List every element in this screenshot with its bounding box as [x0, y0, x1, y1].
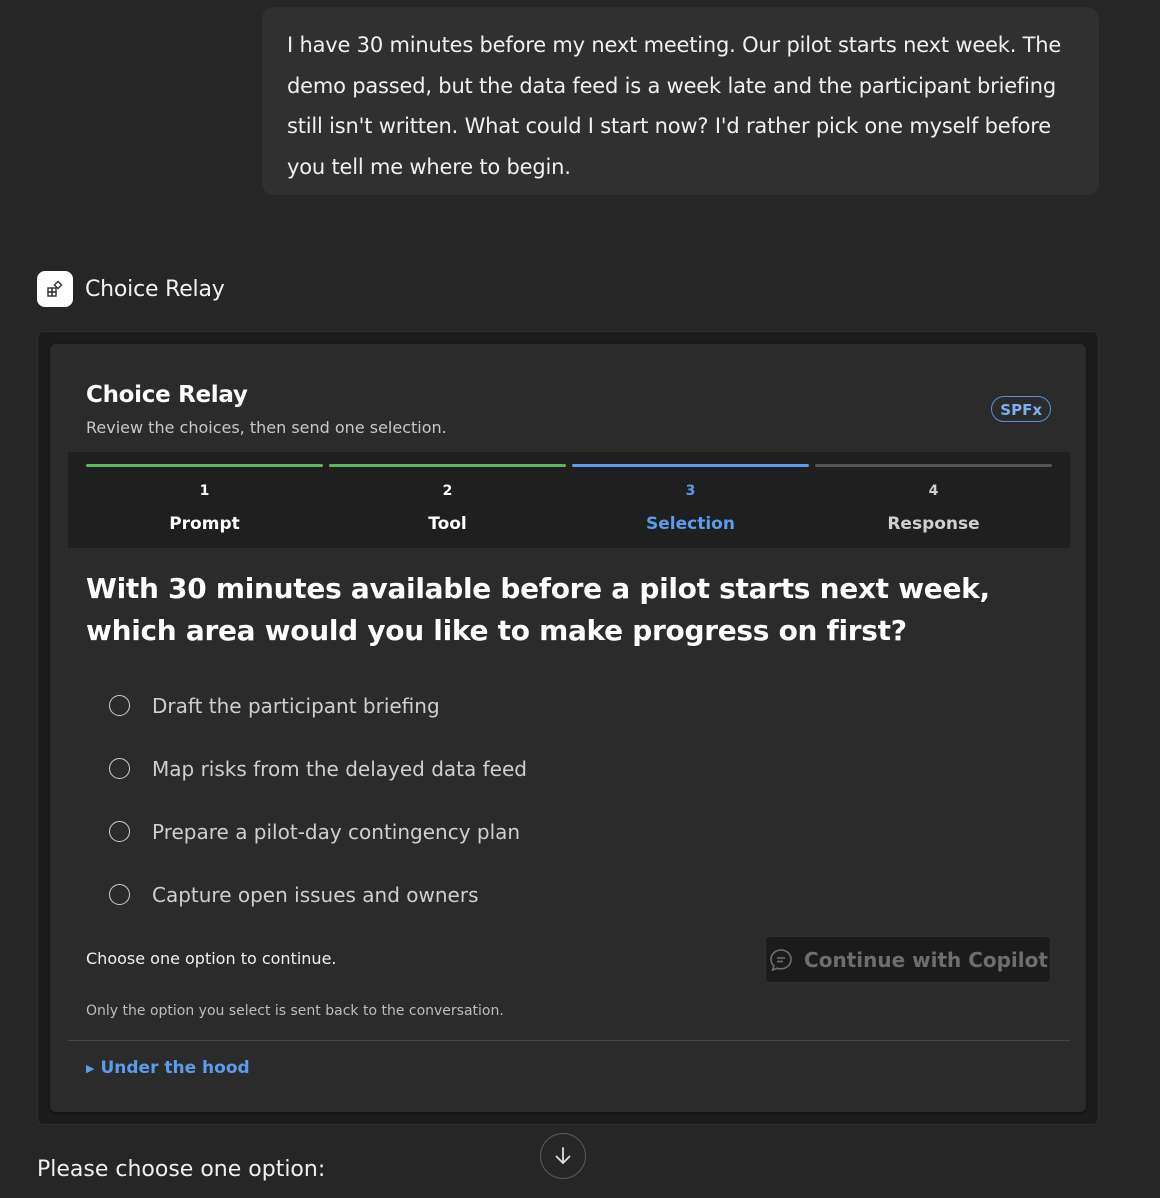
user-message-bubble [262, 7, 1099, 195]
step-tool [329, 464, 566, 544]
chat-bubble-icon [768, 947, 794, 973]
card-subtitle: Review the choices, then send one selection. [86, 418, 447, 437]
agent-header [37, 271, 225, 307]
step-number: 4 [928, 483, 939, 499]
continue-with-copilot-button[interactable] [765, 936, 1051, 983]
step-bar [329, 464, 566, 467]
progress-stepper [68, 452, 1070, 548]
caret-right-icon: ▶ [86, 1061, 95, 1075]
continue-button-label: Continue with Copilot [804, 947, 1048, 972]
radio-button[interactable] [109, 695, 130, 716]
option-label: Prepare a pilot-day contingency plan [152, 819, 521, 844]
radio-button[interactable] [109, 884, 130, 905]
footnote-text: Only the option you select is sent back to the conversation. [86, 1003, 504, 1019]
step-label: Selection [646, 514, 735, 534]
option-label: Draft the participant briefing [152, 693, 440, 718]
step-bar [86, 464, 323, 467]
option-list [109, 674, 1009, 926]
step-selection [572, 464, 809, 544]
divider [68, 1040, 1070, 1041]
scroll-down-button[interactable] [540, 1133, 586, 1179]
radio-button[interactable] [109, 821, 130, 842]
step-prompt [86, 464, 323, 544]
choice-card [50, 344, 1086, 1112]
card-frame [37, 331, 1099, 1125]
helper-text: Choose one option to continue. [86, 949, 337, 968]
step-label: Tool [428, 514, 467, 534]
arrow-down-icon [552, 1145, 574, 1167]
step-number: 1 [199, 483, 210, 499]
radio-button[interactable] [109, 758, 130, 779]
bottom-prompt: Please choose one option: [37, 1157, 326, 1182]
user-message-text: I have 30 minutes before my next meeting. Our pilot starts next week. The demo passed, but the data feed is a week late and the participant briefing still isn't written. What could I start now? I'd rather pick one myself before you tell me where to begin. [287, 33, 1062, 179]
under-the-hood-label: Under the hood [100, 1058, 250, 1078]
card-title: Choice Relay [86, 382, 248, 408]
option-map-risks[interactable] [109, 737, 1009, 800]
step-response [815, 464, 1052, 544]
apps-icon [37, 271, 73, 307]
option-label: Map risks from the delayed data feed [152, 756, 527, 781]
step-bar [572, 464, 809, 467]
under-the-hood-toggle[interactable] [86, 1058, 250, 1078]
step-number: 2 [442, 483, 453, 499]
spfx-badge: SPFx [991, 396, 1051, 422]
option-open-issues[interactable] [109, 863, 1009, 926]
question-text: With 30 minutes available before a pilot starts next week, which area would you like to make progress on first? [86, 572, 990, 647]
option-contingency-plan[interactable] [109, 800, 1009, 863]
step-label: Response [887, 514, 980, 534]
step-bar [815, 464, 1052, 467]
agent-name: Choice Relay [85, 276, 225, 302]
option-label: Capture open issues and owners [152, 882, 479, 907]
step-label: Prompt [169, 514, 240, 534]
step-number: 3 [685, 483, 696, 499]
option-participant-briefing[interactable] [109, 674, 1009, 737]
